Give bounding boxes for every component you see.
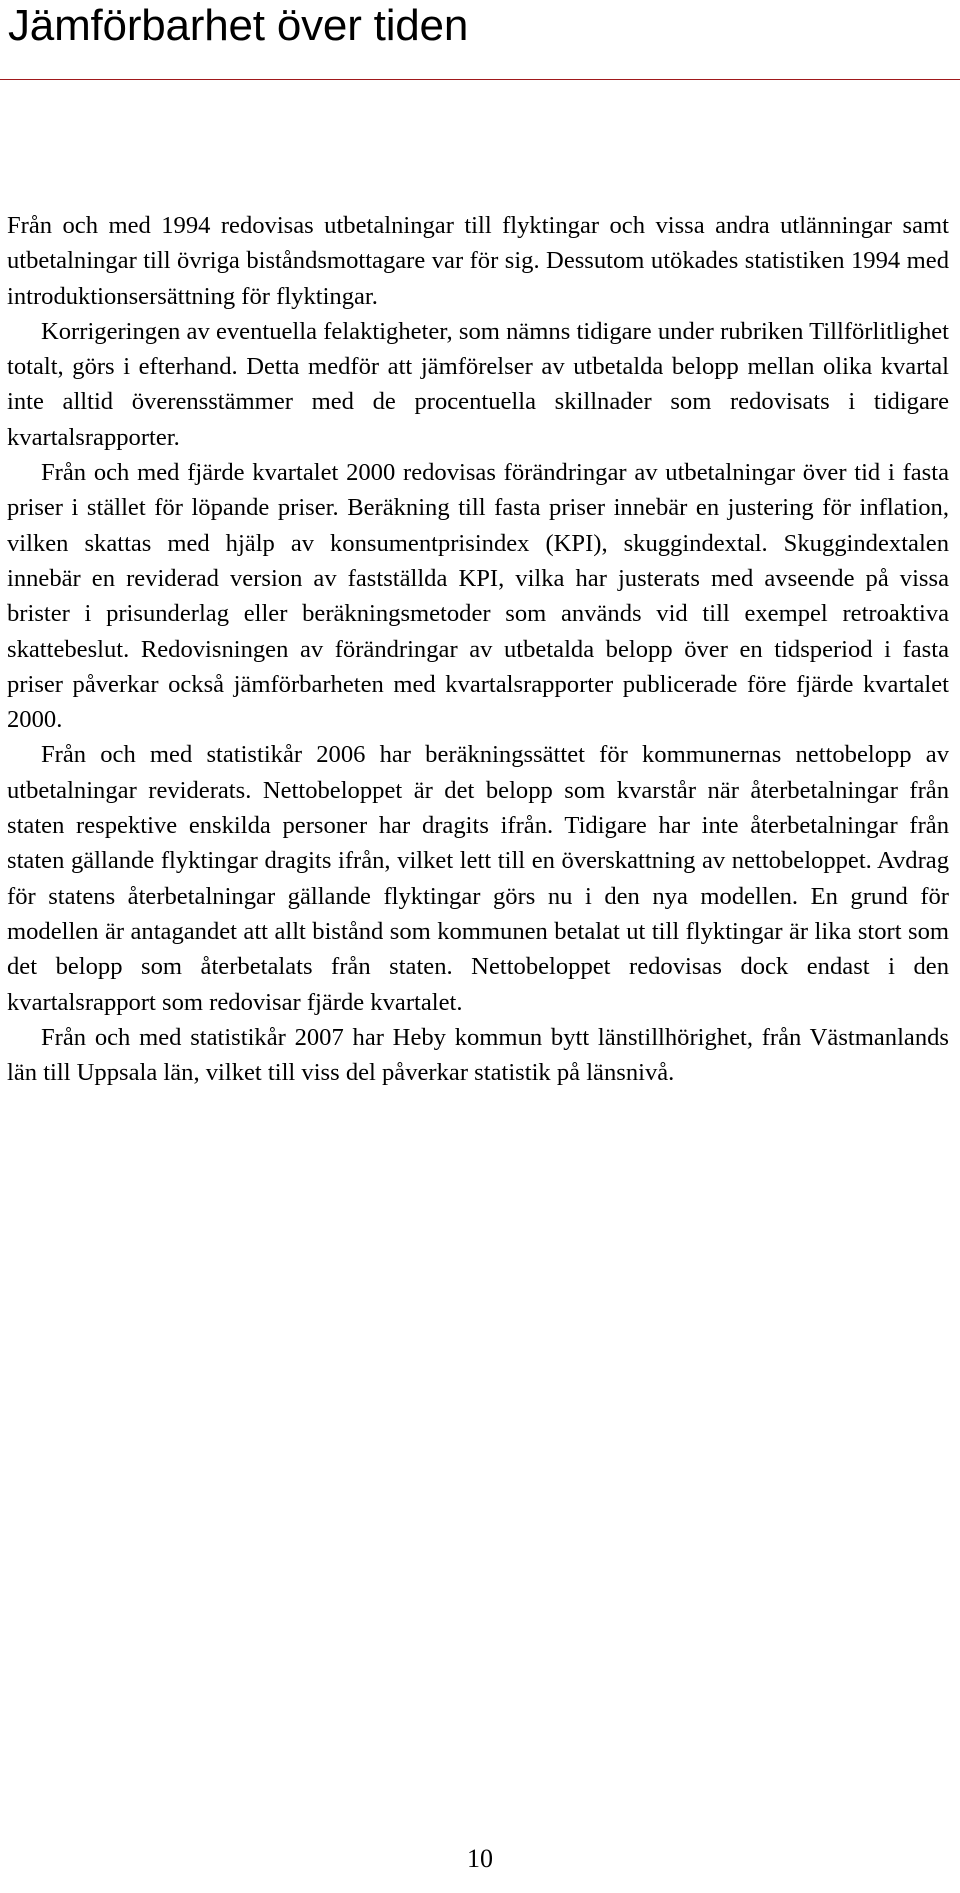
paragraph-2: Korrigeringen av eventuella felaktigheter, som nämns tidigare under rubriken Tillförlitlighet totalt, görs i efterhand. Detta medför att jämförelser av utbetalda belopp mellan olika kvartal inte alltid överensstämmer med de procentuella skillnader som redovisats i tidigare kvartalsrapporter. (7, 317, 949, 451)
paragraph-5: Från och med statistikår 2007 har Heby kommun bytt länstillhörighet, från Västmanlands län till Uppsala län, vilket till viss del påverkar statistik på länsnivå. (7, 1023, 949, 1087)
page-number: 10 (467, 1844, 493, 1873)
body-text (7, 208, 949, 1090)
page-heading: Jämförbarhet över tiden (8, 1, 469, 50)
heading-rule (0, 79, 960, 80)
paragraph-1: Från och med 1994 redovisas utbetalningar till flyktingar och vissa andra utlänningar samt utbetalningar till övriga biståndsmottagare var för sig. Dessutom utökades statistiken 1994 med introduktionsersättning för flyktingar. (7, 212, 949, 310)
paragraph-4: Från och med statistikår 2006 har beräkningssättet för kommunernas nettobelopp av utbetalningar reviderats. Nettobeloppet är det belopp som kvarstår när återbetalningar från staten respektive enskilda personer har dragits ifrån. Tidigare har inte återbetalningar från staten gällande flyktingar dragits ifrån, vilket lett till en överskattning av nettobeloppet. Avdrag för statens återbetalningar gällande flyktingar görs nu i den nya modellen. En grund för modellen är antagandet att allt bistånd som kommunen betalat ut till flyktingar är lika stort som det belopp som återbetalats från staten. Nettobeloppet redovisas dock endast i den kvartalsrapport som redovisar fjärde kvartalet. (7, 741, 949, 1016)
paragraph-3: Från och med fjärde kvartalet 2000 redovisas förändringar av utbetalningar över tid i fasta priser i stället för löpande priser. Beräkning till fasta priser innebär en justering för inflation, vilken skattas med hjälp av konsumentprisindex (KPI), skuggindextal. Skuggindextalen innebär en reviderad version av fastställda KPI, vilka har justerats med avseende på vissa brister i prisunderlag eller beräkningsmetoder som används vid till exempel retroaktiva skattebeslut. Redovisningen av förändringar av utbetalda belopp över en tidsperiod i fasta priser påverkar också jämförbarheten med kvartalsrapporter publicerade före fjärde kvartalet 2000. (7, 459, 949, 734)
